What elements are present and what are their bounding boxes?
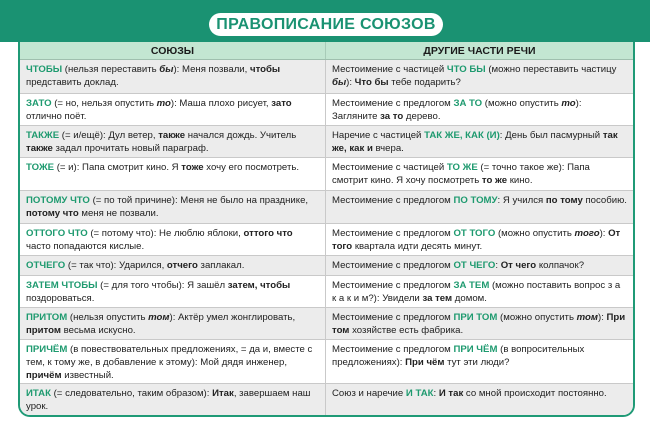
- example-emphasis: При чём: [405, 357, 445, 368]
- example-emphasis: оттого что: [243, 228, 293, 239]
- text-segment: квартала идти десять минут.: [352, 241, 483, 252]
- text-segment: хочу его посмотреть.: [203, 162, 300, 173]
- text-segment: (в повествовательных предложениях, = да и, вместе с тем, к тому же, в добавление к этому): Мой дядя инженер,: [26, 344, 313, 368]
- example-emphasis: От того: [332, 228, 621, 252]
- other-part-cell: [326, 276, 633, 307]
- column-header-other-parts: ДРУГИЕ ЧАСТИ РЕЧИ: [423, 45, 536, 57]
- keyword: ПРИТОМ: [26, 312, 68, 323]
- example-emphasis: том: [148, 312, 170, 323]
- keyword: ЗАТЕМ ЧТОБЫ: [26, 280, 98, 291]
- table-row: [20, 276, 633, 308]
- example-emphasis: При том: [332, 312, 626, 336]
- conjunction-cell: [20, 276, 326, 307]
- table-row: [20, 256, 633, 276]
- text-segment: (= так что): Ударился,: [65, 260, 167, 271]
- keyword: ПРИ ЧЁМ: [453, 344, 498, 355]
- example-emphasis: то же: [481, 175, 508, 186]
- text-segment: :: [433, 388, 439, 399]
- example-emphasis: бы: [159, 64, 174, 75]
- example-emphasis: притом: [26, 325, 61, 336]
- conjunction-cell: [20, 126, 326, 157]
- other-part-cell: [326, 224, 633, 255]
- keyword: ТАК ЖЕ, КАК (И): [424, 130, 500, 141]
- text-segment: часто попадаются кислые.: [26, 241, 145, 252]
- keyword: ЗА ТЕМ: [453, 280, 490, 291]
- keyword: ТАКЖЕ: [26, 130, 60, 141]
- keyword: ПРИЧЁМ: [26, 344, 68, 355]
- text-segment: ):: [346, 77, 355, 88]
- text-segment: Местоимение с предлогом: [332, 195, 454, 206]
- text-segment: Местоимение с предлогом: [332, 344, 454, 355]
- conjunction-cell: [20, 94, 326, 125]
- text-segment: (= следовательно, таким образом):: [50, 388, 213, 399]
- text-segment: колпачок?: [536, 260, 585, 271]
- table-row: [20, 191, 633, 224]
- example-emphasis: то: [156, 98, 171, 109]
- text-segment: тут эти люди?: [444, 357, 510, 368]
- example-emphasis: бы: [332, 77, 347, 88]
- conjunction-cell: [20, 308, 326, 339]
- text-segment: (можно опустить: [497, 312, 577, 323]
- keyword: ОТЧЕГО: [26, 260, 66, 271]
- text-segment: задал прочитать новый параграф.: [52, 143, 209, 154]
- example-emphasis: то: [561, 98, 576, 109]
- keyword: ПРИ ТОМ: [453, 312, 498, 323]
- text-segment: домом.: [452, 293, 487, 304]
- text-segment: Союз и наречие: [332, 388, 406, 399]
- conjunction-cell: [20, 191, 326, 223]
- example-emphasis: также: [26, 143, 53, 154]
- conjunction-cell: [20, 60, 326, 93]
- example-emphasis: том: [576, 312, 598, 323]
- text-segment: (= и): Папа смотрит кино. Я: [54, 162, 182, 173]
- text-segment: (можно переставить частицу: [485, 64, 617, 75]
- text-segment: Местоимение с предлогом: [332, 228, 454, 239]
- example-emphasis: за тем: [422, 293, 453, 304]
- text-segment: ): Актёр умел жонглировать,: [169, 312, 296, 323]
- example-emphasis: за то: [380, 111, 404, 122]
- page-title: ПРАВОПИСАНИЕ СОЮЗОВ: [209, 13, 443, 36]
- text-segment: Местоимение с предлогом: [332, 98, 454, 109]
- text-segment: Местоимение с частицей: [332, 64, 447, 75]
- column-header-conjunctions: СОЮЗЫ: [20, 42, 326, 59]
- keyword: ЗА ТО: [453, 98, 483, 109]
- example-emphasis: зато: [271, 98, 292, 109]
- text-segment: начался дождь. Учитель: [185, 130, 297, 141]
- text-segment: (= потому что): Не люблю яблоки,: [87, 228, 244, 239]
- text-segment: весьма искусно.: [60, 325, 136, 336]
- text-segment: хозяйстве есть фабрика.: [349, 325, 464, 336]
- text-segment: вчера.: [372, 143, 404, 154]
- text-segment: (можно опустить: [495, 228, 575, 239]
- other-part-cell: [326, 60, 633, 93]
- keyword: ТОЖЕ: [26, 162, 55, 173]
- example-emphasis: также: [158, 130, 186, 141]
- other-part-cell: [326, 340, 633, 383]
- table-row: [20, 308, 633, 340]
- text-segment: ):: [598, 312, 607, 323]
- text-segment: (нельзя опустить: [67, 312, 149, 323]
- text-segment: дерево.: [403, 111, 441, 122]
- other-part-cell: [326, 158, 633, 190]
- example-emphasis: И так: [438, 388, 464, 399]
- text-segment: (= для того чтобы): Я зашёл: [97, 280, 228, 291]
- other-part-cell: [326, 191, 633, 223]
- table-header: [20, 42, 633, 60]
- conjunction-cell: [20, 224, 326, 255]
- table-row: [20, 126, 633, 158]
- example-emphasis: отчего: [166, 260, 198, 271]
- example-emphasis: причём: [26, 370, 62, 381]
- other-part-cell: [326, 308, 633, 339]
- text-segment: (= по той причине): Меня не было на празднике,: [89, 195, 309, 206]
- example-emphasis: тоже: [181, 162, 204, 173]
- example-emphasis: затем, чтобы: [227, 280, 291, 291]
- text-segment: представить доклад.: [26, 77, 119, 88]
- text-segment: Местоимение с частицей: [332, 162, 447, 173]
- text-segment: ): Меня позвали,: [173, 64, 250, 75]
- example-emphasis: так же, как и: [332, 130, 618, 154]
- keyword: И ТАК: [405, 388, 434, 399]
- keyword: ЧТО БЫ: [446, 64, 486, 75]
- keyword: ИТАК: [26, 388, 51, 399]
- keyword: ТО ЖЕ: [446, 162, 478, 173]
- example-emphasis: От чего: [500, 260, 537, 271]
- text-segment: (нельзя переставить: [62, 64, 160, 75]
- other-part-cell: [326, 126, 633, 157]
- table-row: [20, 94, 633, 126]
- text-segment: со мной происходит постоянно.: [463, 388, 607, 399]
- table-row: [20, 384, 633, 417]
- example-emphasis: чтобы: [250, 64, 281, 75]
- conjunction-cell: [20, 384, 326, 417]
- text-segment: (= и/ещё): Дул ветер,: [59, 130, 159, 141]
- text-segment: тебе подарить?: [388, 77, 461, 88]
- text-segment: меня не позвали.: [78, 208, 159, 219]
- example-emphasis: по тому: [545, 195, 583, 206]
- example-emphasis: потому что: [26, 208, 79, 219]
- conjunction-cell: [20, 340, 326, 383]
- example-emphasis: того: [574, 228, 600, 239]
- text-segment: заплакал.: [197, 260, 245, 271]
- text-segment: Местоимение с предлогом: [332, 280, 454, 291]
- table-row: [20, 224, 633, 256]
- text-segment: Местоимение с предлогом: [332, 260, 454, 271]
- keyword: ПО ТОМУ: [453, 195, 498, 206]
- conjunction-cell: [20, 256, 326, 275]
- conjunctions-table: [18, 42, 635, 417]
- other-part-cell: [326, 256, 633, 275]
- text-segment: Местоимение с предлогом: [332, 312, 454, 323]
- keyword: ЧТОБЫ: [26, 64, 63, 75]
- text-segment: отлично поёт.: [26, 111, 87, 122]
- keyword: ОТТОГО ЧТО: [26, 228, 88, 239]
- text-segment: (в вопросительных предложениях):: [332, 344, 585, 368]
- text-segment: :: [495, 260, 501, 271]
- text-segment: пособию.: [582, 195, 627, 206]
- table-row: [20, 340, 633, 384]
- text-segment: (можно опустить: [482, 98, 562, 109]
- other-part-cell: [326, 94, 633, 125]
- text-segment: (можно поставить вопрос з а к а к и м?): Увидели: [332, 280, 621, 304]
- text-segment: Наречие с частицей: [332, 130, 425, 141]
- text-segment: (= точно такое же): Папа смотрит кино. Я хочу посмотреть: [332, 162, 590, 186]
- example-emphasis: Итак: [212, 388, 234, 399]
- title-banner: [0, 0, 650, 42]
- keyword: ОТ ЧЕГО: [453, 260, 496, 271]
- keyword: ОТ ТОГО: [453, 228, 496, 239]
- conjunction-cell: [20, 158, 326, 190]
- text-segment: ): Маша плохо рисует,: [170, 98, 272, 109]
- text-segment: , завершаем наш урок.: [26, 388, 311, 412]
- table-row: [20, 60, 633, 94]
- text-segment: (= но, нельзя опустить: [51, 98, 157, 109]
- text-segment: : Я учился: [497, 195, 546, 206]
- text-segment: кино.: [507, 175, 533, 186]
- text-segment: поздороваться.: [26, 293, 95, 304]
- text-segment: известный.: [61, 370, 114, 381]
- text-segment: ):: [599, 228, 609, 239]
- keyword: ПОТОМУ ЧТО: [26, 195, 90, 206]
- keyword: ЗАТО: [26, 98, 52, 109]
- other-part-cell: [326, 384, 633, 417]
- text-segment: ): Загляните: [332, 98, 582, 122]
- example-emphasis: Что бы: [354, 77, 389, 88]
- table-row: [20, 158, 633, 191]
- table-body: [20, 60, 633, 417]
- text-segment: : День был пасмурный: [499, 130, 603, 141]
